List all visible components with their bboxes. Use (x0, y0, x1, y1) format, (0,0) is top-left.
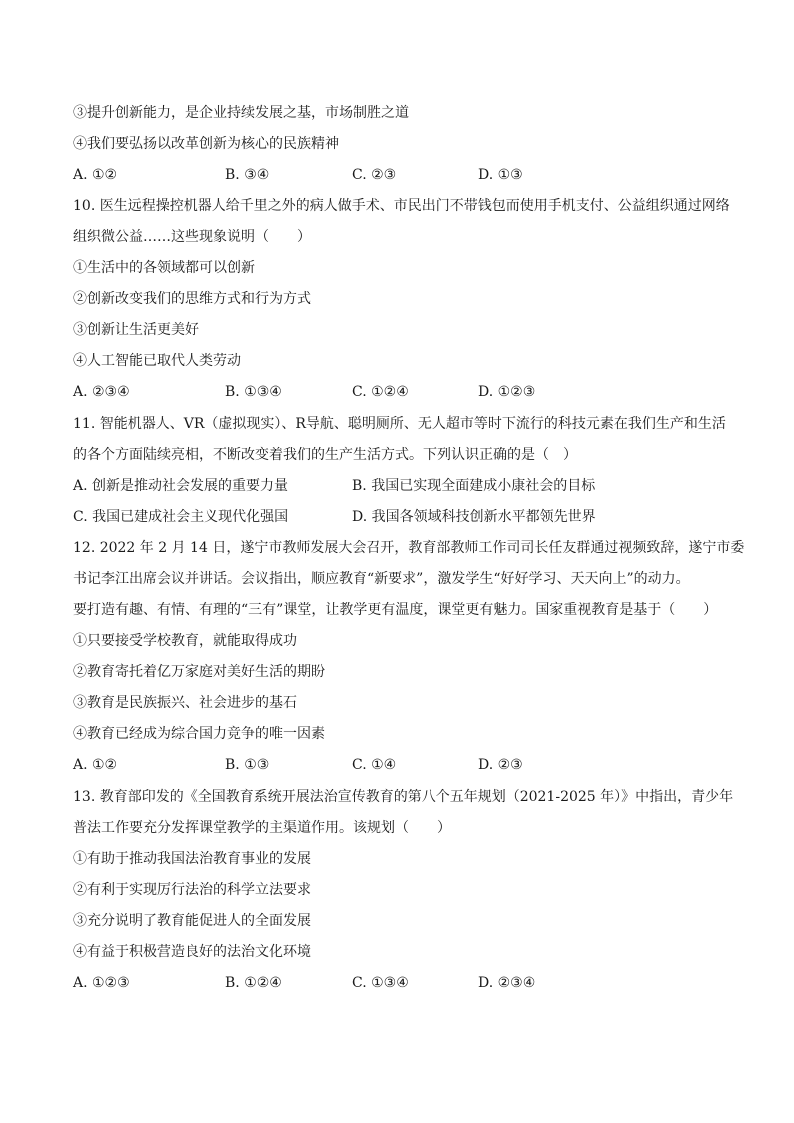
q12-option-c[interactable]: C. ①④ (352, 757, 397, 773)
q11-option-d[interactable]: D. 我国各领域科技创新水平都领先世界 (352, 509, 596, 525)
q10-option-a[interactable]: A. ②③④ (73, 384, 130, 400)
q13-statement-2: ②有利于实现厉行法治的科学立法要求 (73, 882, 311, 898)
q10-options (73, 382, 733, 402)
q13-option-b[interactable]: B. ①②④ (225, 975, 282, 991)
q12-stem-line-1: 12. 2022 年 2 月 14 日，遂宁市教师发展大会召开，教育部教师工作司司长任友群通过视频致辞，遂宁市委 (73, 540, 745, 556)
q9-option-c[interactable]: C. ②③ (352, 167, 397, 183)
q12-stem-line-2: 书记李江出席会议并讲话。会议指出，顺应教育“新要求”，激发学生“好好学习、天天向上”的动力。 (73, 571, 690, 587)
q10-stem-line-2: 组织微公益……这些现象说明（ ） (73, 229, 311, 245)
q10-option-d[interactable]: D. ①②③ (478, 384, 536, 400)
q11-option-a[interactable]: A. 创新是推动社会发展的重要力量 (73, 478, 289, 494)
q13-stem-line-2: 普法工作要充分发挥课堂教学的主渠道作用。该规划（ ） (73, 820, 451, 836)
q10-statement-1: ①生活中的各领域都可以创新 (73, 260, 255, 276)
q11-stem-line-1: 11. 智能机器人、VR（虚拟现实）、R导航、聪明厕所、无人超市等时下流行的科技元素在我们生产和生活 (73, 416, 726, 432)
q12-options (73, 755, 733, 775)
q11-options-row-2 (73, 507, 733, 527)
q9-option-a[interactable]: A. ①② (73, 167, 118, 183)
q13-statement-4: ④有益于积极营造良好的法治文化环境 (73, 944, 311, 960)
q13-options (73, 973, 733, 993)
q10-option-c[interactable]: C. ①②④ (352, 384, 409, 400)
q9-statement-3: ③提升创新能力，是企业持续发展之基，市场制胜之道 (73, 105, 409, 121)
q10-option-b[interactable]: B. ①③④ (225, 384, 282, 400)
q12-statement-3: ③教育是民族振兴、社会进步的基石 (73, 695, 297, 711)
q9-options (73, 165, 733, 185)
q10-statement-3: ③创新让生活更美好 (73, 322, 199, 338)
q10-statement-2: ②创新改变我们的思维方式和行为方式 (73, 291, 311, 307)
q10-statement-4: ④人工智能已取代人类劳动 (73, 353, 241, 369)
q11-option-b[interactable]: B. 我国已实现全面建成小康社会的目标 (352, 478, 596, 494)
q13-option-a[interactable]: A. ①②③ (73, 975, 130, 991)
q9-statement-4: ④我们要弘扬以改革创新为核心的民族精神 (73, 136, 339, 152)
q13-statement-3: ③充分说明了教育能促进人的全面发展 (73, 913, 311, 929)
q13-statement-1: ①有助于推动我国法治教育事业的发展 (73, 851, 311, 867)
q11-option-c[interactable]: C. 我国已建成社会主义现代化强国 (73, 509, 289, 525)
q13-stem-line-1: 13. 教育部印发的《全国教育系统开展法治宣传教育的第八个五年规划（2021-2025 年）》中指出，青少年 (73, 789, 734, 805)
q13-option-d[interactable]: D. ②③④ (478, 975, 536, 991)
q10-stem-line-1: 10. 医生远程操控机器人给千里之外的病人做手术、市民出门不带钱包而使用手机支付、公益组织通过网络 (73, 198, 730, 214)
q13-option-c[interactable]: C. ①③④ (352, 975, 409, 991)
q9-option-d[interactable]: D. ①③ (478, 167, 523, 183)
q12-statement-4: ④教育已经成为综合国力竞争的唯一因素 (73, 726, 325, 742)
q12-option-b[interactable]: B. ①③ (225, 757, 270, 773)
q9-option-b[interactable]: B. ③④ (225, 167, 270, 183)
q12-statement-1: ①只要接受学校教育，就能取得成功 (73, 633, 297, 649)
q12-option-a[interactable]: A. ①② (73, 757, 118, 773)
q12-stem-line-3: 要打造有趣、有情、有理的“三有”课堂，让教学更有温度，课堂更有魅力。国家重视教育是基于（ ） (73, 602, 718, 618)
q12-statement-2: ②教育寄托着亿万家庭对美好生活的期盼 (73, 664, 325, 680)
q11-options-row-1 (73, 476, 733, 496)
q11-stem-line-2: 的各个方面陆续亮相，不断改变着我们的生产生活方式。下列认识正确的是（ ） (73, 447, 577, 463)
q12-option-d[interactable]: D. ②③ (478, 757, 523, 773)
